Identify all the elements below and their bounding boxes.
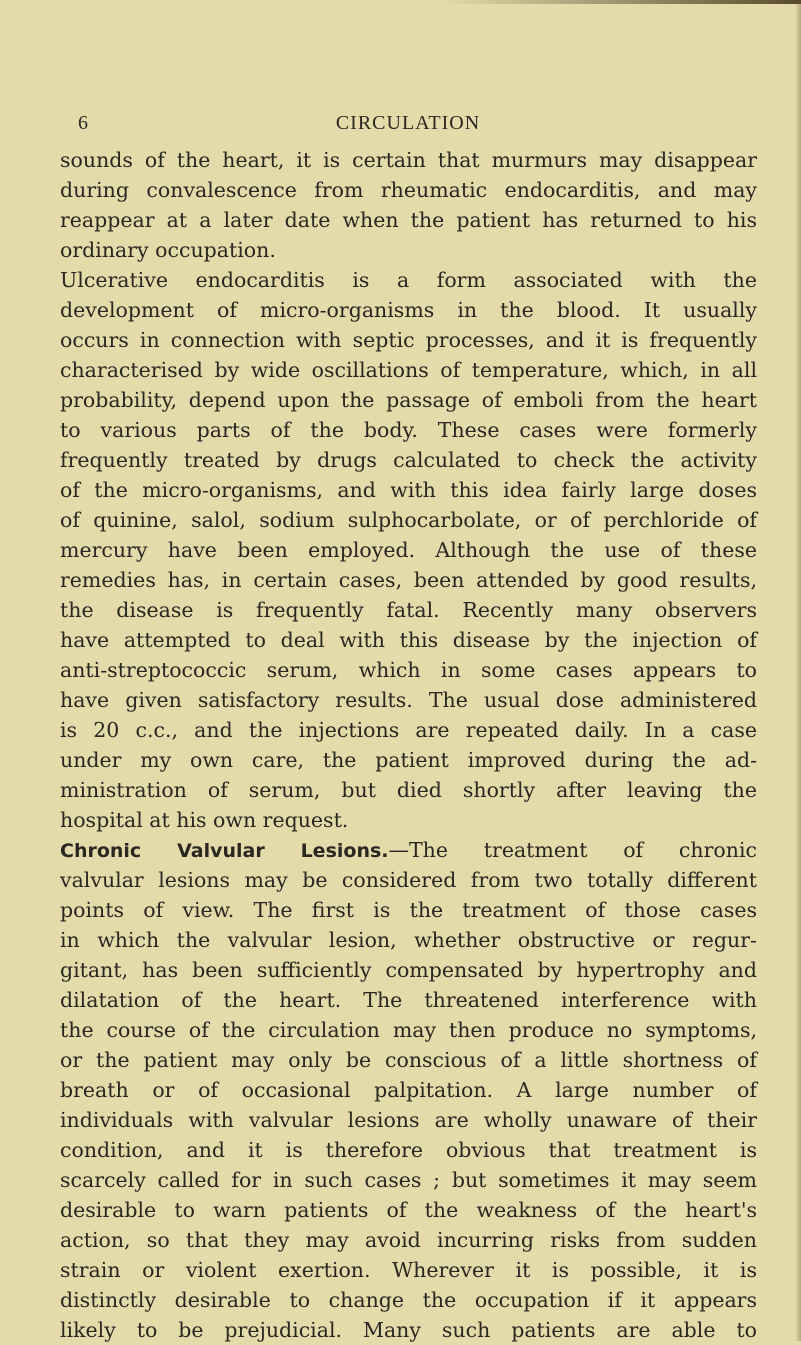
line-text: during convalescence from rheumatic endocarditis, and may [60,178,757,202]
line-text: mercury have been employed. Although the use of these [60,538,757,562]
line-text: characterised by wide oscillations of temperature, which, in all [60,358,757,382]
line-text: valvular lesions may be considered from two totally different [60,868,757,892]
body-text [60,145,757,1345]
line-text: distinctly desirable to change the occupation if it appears [60,1288,757,1312]
line-text: sounds of the heart, it is certain that murmurs may disappear [60,148,757,172]
text-line [60,1165,757,1195]
line-text: points of view. The first is the treatment of those cases [60,898,757,922]
text-line [60,415,757,445]
text-line [60,805,757,835]
text-line [60,955,757,985]
text-line [60,775,757,805]
page-right-edge [795,0,801,1341]
line-text: have attempted to deal with this disease by the injection of [60,628,757,652]
text-line [60,475,757,505]
text-line [60,205,757,235]
line-text: development of micro-organisms in the blood. It usually [60,298,757,322]
page-number: 6 [78,112,89,134]
section-heading: Chronic Valvular Lesions. [60,840,389,862]
text-line [60,1285,757,1315]
line-text: have given satisfactory results. The usual dose administered [60,688,757,712]
text-line [60,325,757,355]
line-text: desirable to warn patients of the weakness of the heart's [60,1198,757,1222]
text-line [60,235,757,265]
line-text: remedies has, in certain cases, been attended by good results, [60,568,757,592]
line-text: of quinine, salol, sodium sulphocarbolate, or of perchloride of [60,508,757,532]
text-line [60,385,757,415]
text-line [60,295,757,325]
line-text: hospital at his own request. [60,808,349,832]
line-text: the course of the circulation may then produce no symptoms, [60,1018,757,1042]
line-text: action, so that they may avoid incurring risks from sudden [60,1228,757,1252]
text-line [60,1105,757,1135]
line-text: condition, and it is therefore obvious that treatment is [60,1138,757,1162]
text-line [60,1225,757,1255]
line-text: dilatation of the heart. The threatened interference with [60,988,757,1012]
line-text: breath or of occasional palpitation. A large number of [60,1078,757,1102]
text-line [60,1195,757,1225]
line-text: scarcely called for in such cases ; but sometimes it may seem [60,1168,757,1192]
text-line [60,835,757,865]
line-text: gitant, has been sufficiently compensated by hypertrophy and [60,958,757,982]
line-text: frequently treated by drugs calculated to check the activity [60,448,757,472]
line-text: in which the valvular lesion, whether obstructive or regur- [60,928,757,952]
text-line [60,355,757,385]
text-line [60,595,757,625]
line-text: Ulcerative endocarditis is a form associated with the [60,268,757,292]
text-line [60,1255,757,1285]
line-text: strain or violent exertion. Wherever it is possible, it is [60,1258,757,1282]
line-text: or the patient may only be conscious of a little shortness of [60,1048,757,1072]
text-line [60,655,757,685]
line-text: ministration of serum, but died shortly after leaving the [60,778,757,802]
line-text: to various parts of the body. These cases were formerly [60,418,757,442]
text-line [60,445,757,475]
line-text: under my own care, the patient improved during the ad- [60,748,757,772]
line-text: probability, depend upon the passage of emboli from the heart [60,388,757,412]
line-text: the disease is frequently fatal. Recently many observers [60,598,757,622]
line-text: individuals with valvular lesions are wholly unaware of their [60,1108,757,1132]
line-text: occurs in connection with septic processes, and it is frequently [60,328,757,352]
running-title: CIRCULATION [335,112,481,134]
text-line [60,505,757,535]
text-line [60,535,757,565]
line-text: is 20 c.c., and the injections are repeated daily. In a case [60,718,757,742]
text-line [60,175,757,205]
text-line [60,925,757,955]
line-text: —The treatment of chronic [388,838,757,862]
line-text: anti-streptococcic serum, which in some cases appears to [60,658,757,682]
text-line [60,145,757,175]
text-line [60,985,757,1015]
text-line [60,895,757,925]
line-text: ordinary occupation. [60,238,276,262]
text-line [60,1045,757,1075]
page-edge-shadow [0,0,801,4]
text-line [60,685,757,715]
line-text: likely to be prejudicial. Many such patients are able to [60,1318,757,1342]
line-text: reappear at a later date when the patient has returned to his [60,208,757,232]
text-line [60,1075,757,1105]
line-text: of the micro-organisms, and with this idea fairly large doses [60,478,757,502]
text-line [60,745,757,775]
text-line [60,1015,757,1045]
text-line [60,865,757,895]
page-header [78,112,738,140]
text-line [60,1135,757,1165]
text-line [60,265,757,295]
text-line [60,565,757,595]
text-line [60,715,757,745]
text-line [60,625,757,655]
